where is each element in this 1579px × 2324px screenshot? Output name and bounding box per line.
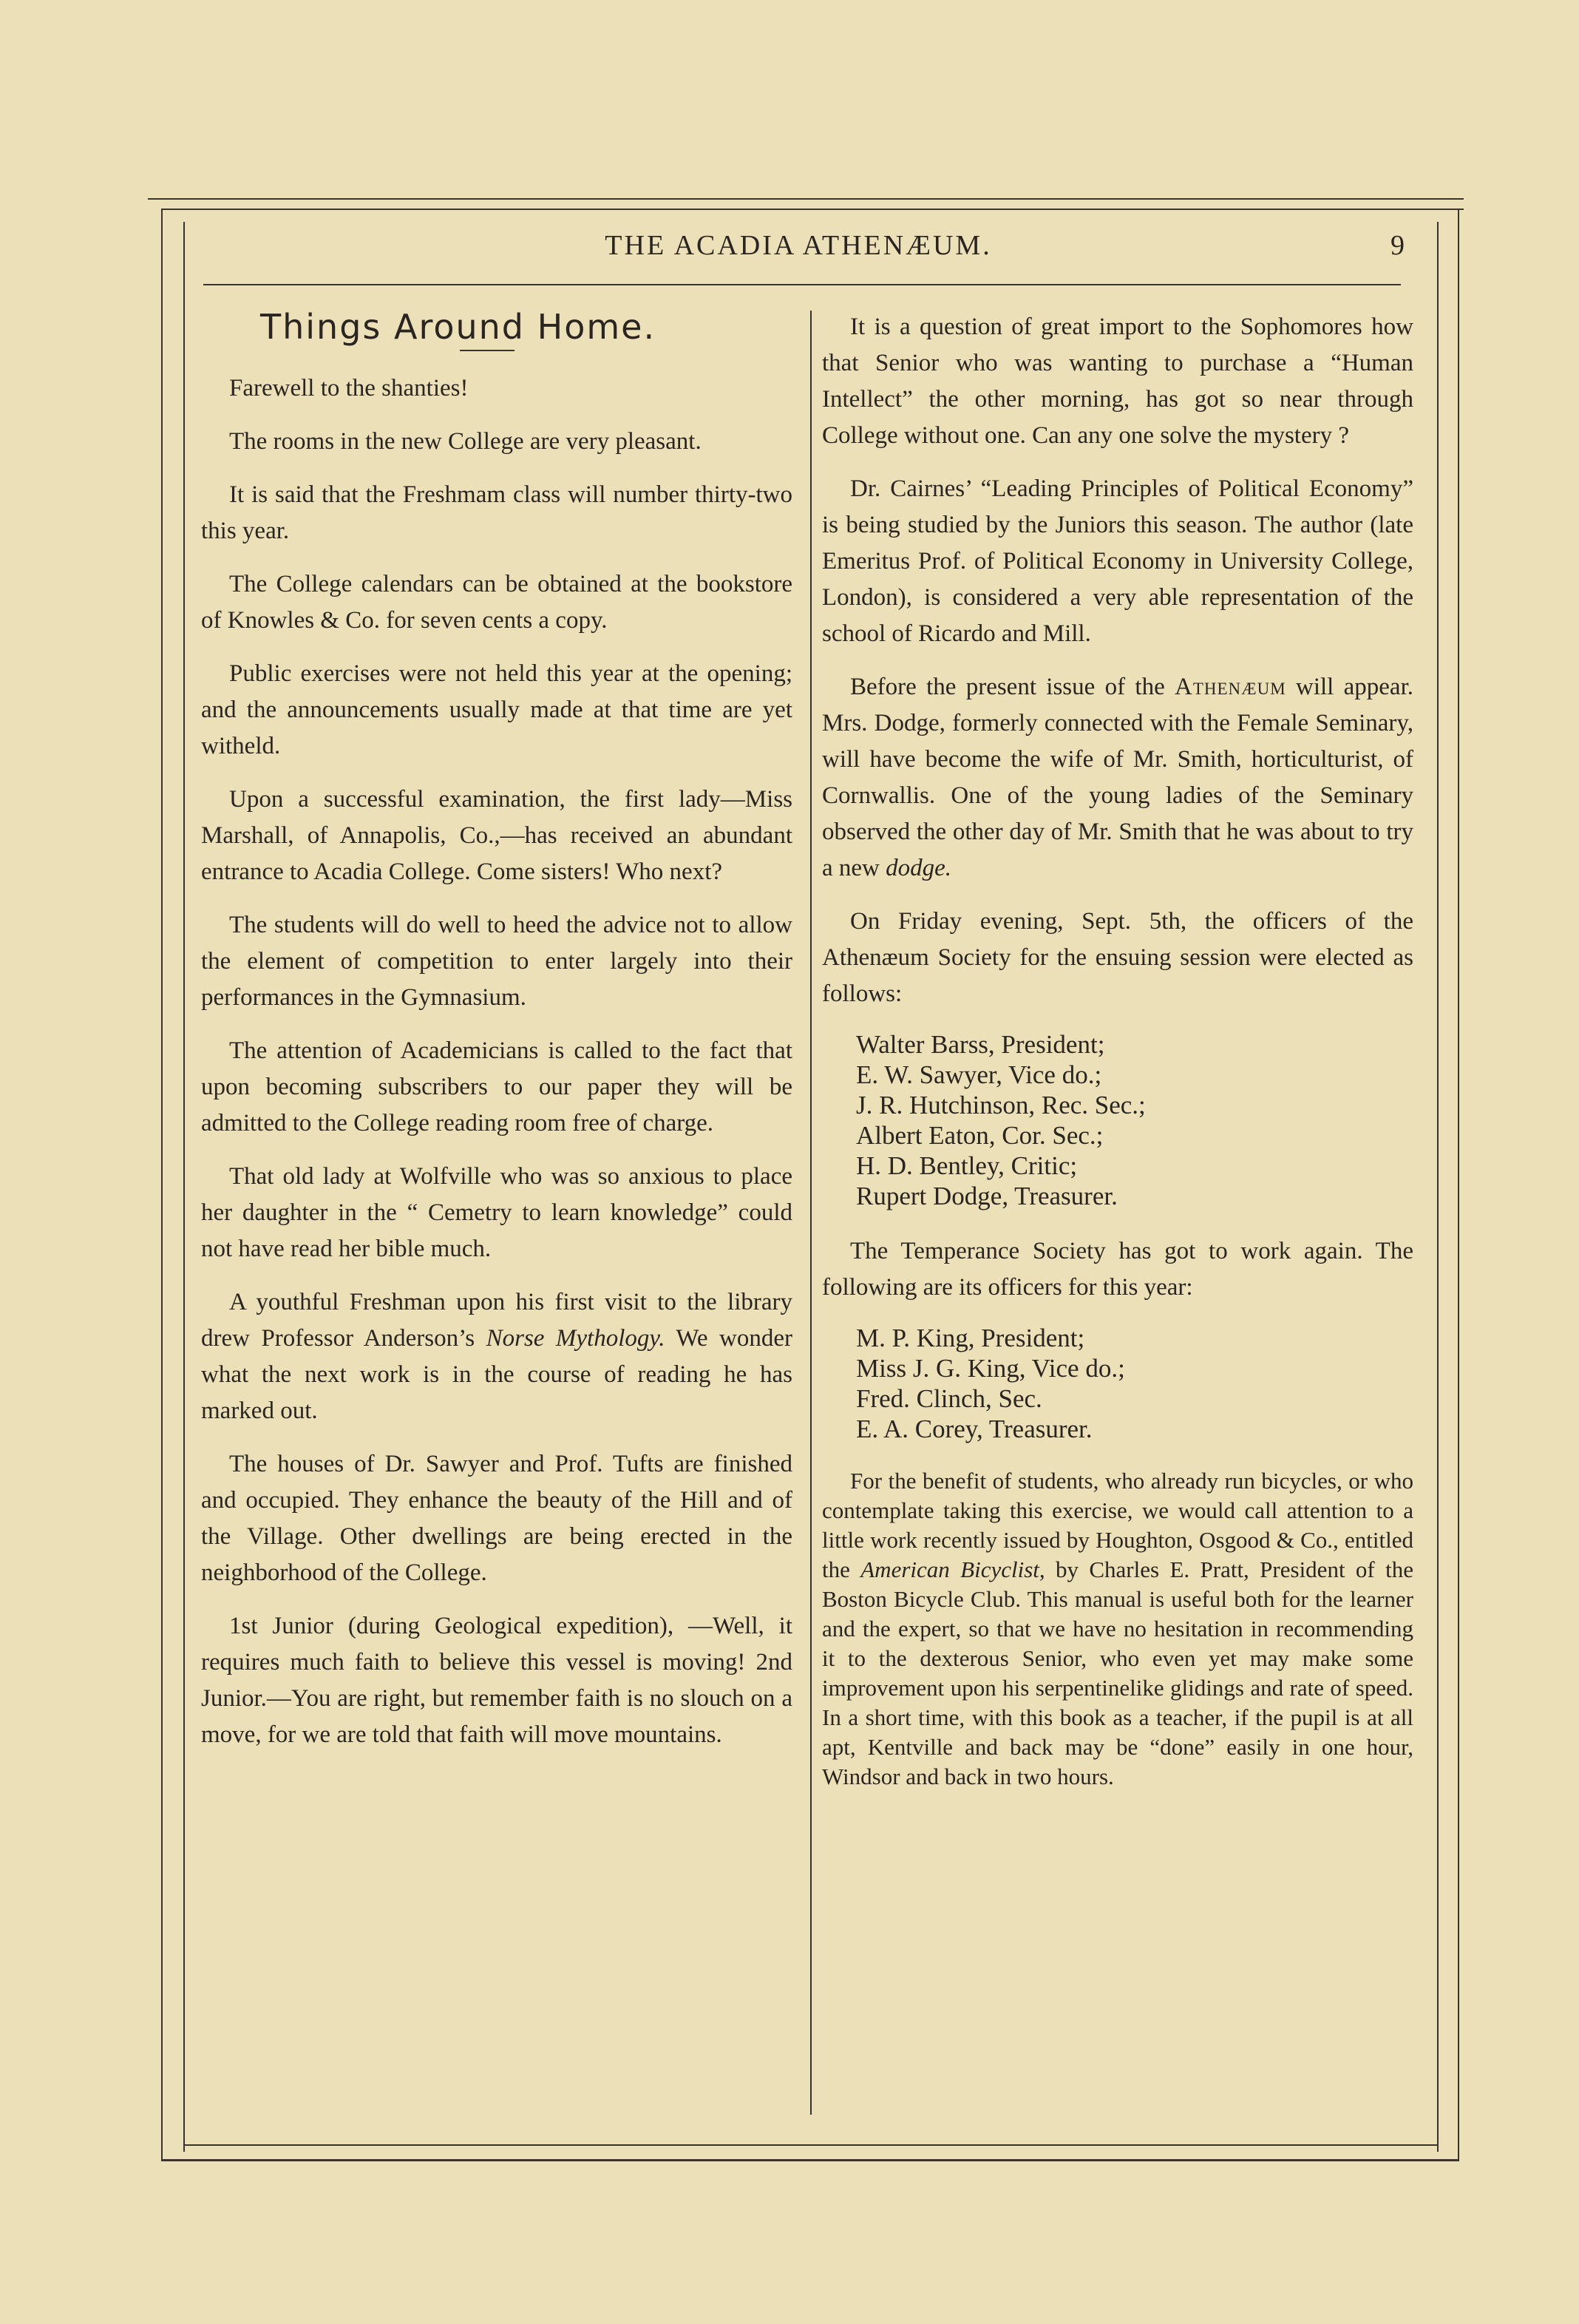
text: will appear. Mrs. Dodge, formerly connected with the Female Seminary, will have become the wife of Mr. Smith, horticulturist, of Cornwallis. One of the young ladies of the Seminary observed the other day of Mr. Smith that he was about to try a new [822, 674, 1413, 881]
page-number: 9 [1390, 230, 1405, 261]
bottom-inner-rule [183, 2144, 1439, 2146]
right-frame-outer [1458, 209, 1459, 2161]
paragraph: On Friday evening, Sept. 5th, the officers of the Athenæum Society for the ensuing session were elected as follows: [822, 908, 1413, 1007]
list-item: Walter Barss, President; [856, 1030, 1105, 1059]
athenaeum-officers-list [856, 1029, 1413, 1211]
left-frame-outer [161, 209, 163, 2161]
temperance-officers-list [856, 1323, 1413, 1444]
book-title: Norse Mythology. [486, 1325, 665, 1352]
journal-title: THE ACADIA ATHENÆUM. [605, 230, 992, 261]
right-column [822, 309, 1413, 1809]
list-item: M. P. King, President; [856, 1324, 1085, 1352]
paragraph: It is a question of great import to the Sophomores how that Senior who was wanting to purchase a “Human Intellect” the other morning, has got so near through College without one. Can any one solve the mystery ? [822, 314, 1413, 449]
paragraph: The students will do well to heed the advice not to allow the element of competition to enter largely into their performances in the Gymnasium. [201, 912, 792, 1011]
list-item: E. W. Sawyer, Vice do.; [856, 1060, 1102, 1089]
right-frame-inner [1437, 222, 1439, 2152]
paragraph: Farewell to the shanties! [229, 375, 469, 402]
paragraph: It is said that the Freshmam class will number thirty-two this year. [201, 481, 792, 544]
list-item: J. R. Hutchinson, Rec. Sec.; [856, 1091, 1146, 1119]
paragraph: The houses of Dr. Sawyer and Prof. Tufts are finished and occupied. They enhance the beauty of the Hill and of the Village. Other dwellings are being erected in the neighborhood of the College. [201, 1451, 792, 1586]
bottom-outer-rule [161, 2159, 1459, 2161]
top-outer-rule [148, 198, 1464, 200]
header-rule [203, 284, 1401, 285]
paragraph: Upon a successful examination, the first lady—Miss Marshall, of Annapolis, Co.,—has received an abundant entrance to Acadia College. Come sisters! Who next? [201, 786, 792, 885]
heading-rule [460, 350, 515, 351]
section-heading: Things Around Home. [260, 307, 656, 347]
left-column [201, 309, 792, 1770]
list-item: Albert Eaton, Cor. Sec.; [856, 1121, 1104, 1150]
paragraph: Dr. Cairnes’ “Leading Principles of Political Economy” is being studied by the Juniors this season. The author (late Emeritus Prof. of Political Economy in University College, London), is considered a very able representation of the school of Ricardo and Mill. [822, 475, 1413, 647]
paragraph: The Temperance Society has got to work again. The following are its officers for this year: [822, 1238, 1413, 1301]
text: by Charles E. Pratt, President of the Boston Bicycle Club. This manual is useful both for the learner and the expert, so that we have no hesitation in recommending it to the dexterous Senior, who even yet may make some improvement upon his serpentinelike glidings and rate of speed. In a short time, with this book as a teacher, if the pupil is at all apt, Kentville and back may be “done” easily in one hour, Windsor and back in two hours. [822, 1556, 1413, 1789]
paragraph: The rooms in the new College are very pleasant. [229, 428, 702, 455]
text: We wonder what the next work is in the course of reading he has marked out. [201, 1325, 792, 1424]
top-inner-rule [163, 209, 1464, 210]
list-item: E. A. Corey, Treasurer. [856, 1415, 1093, 1443]
running-header [177, 229, 1419, 274]
journal-name: Athenæum [1175, 674, 1286, 700]
book-title: American Bicyclist, [860, 1556, 1045, 1582]
paragraph-bicycle [822, 1466, 1413, 1792]
pun-word: dodge. [886, 855, 952, 881]
paragraph-freshman [201, 1284, 792, 1429]
paragraph: 1st Junior (during Geological expedition), —Well, it requires much faith to believe this vessel is moving! 2nd Junior.—You are right, but remember faith is no slouch on a move, for we are told that faith will move mountains. [201, 1613, 792, 1748]
text: Before the present issue of the [850, 674, 1175, 700]
list-item: Rupert Dodge, Treasurer. [856, 1182, 1118, 1210]
list-item: H. D. Bentley, Critic; [856, 1151, 1078, 1180]
left-frame-inner [183, 222, 185, 2152]
list-item: Miss J. G. King, Vice do.; [856, 1354, 1125, 1383]
column-divider [810, 311, 812, 2115]
text: For the benefit of students, who already run bicycles, or who contemplate taking this exercise, we would call attention to a little work recently issued by Houghton, Osgood & Co., entitled the [822, 1468, 1413, 1582]
paragraph: That old lady at Wolfville who was so anxious to place her daughter in the “ Cemetry to learn knowledge” could not have read her bible much. [201, 1163, 792, 1262]
list-item: Fred. Clinch, Sec. [856, 1384, 1042, 1413]
paragraph: The College calendars can be obtained at the bookstore of Knowles & Co. for seven cents a copy. [201, 571, 792, 634]
paragraph-dodge [822, 669, 1413, 887]
paragraph: The attention of Academicians is called to the fact that upon becoming subscribers to our paper they will be admitted to the College reading room free of charge. [201, 1037, 792, 1136]
text: A youthful Freshman upon his first visit to the library drew Professor Anderson’s [201, 1289, 792, 1352]
paragraph: Public exercises were not held this year at the opening; and the announcements usually made at that time are yet witheld. [201, 660, 792, 759]
